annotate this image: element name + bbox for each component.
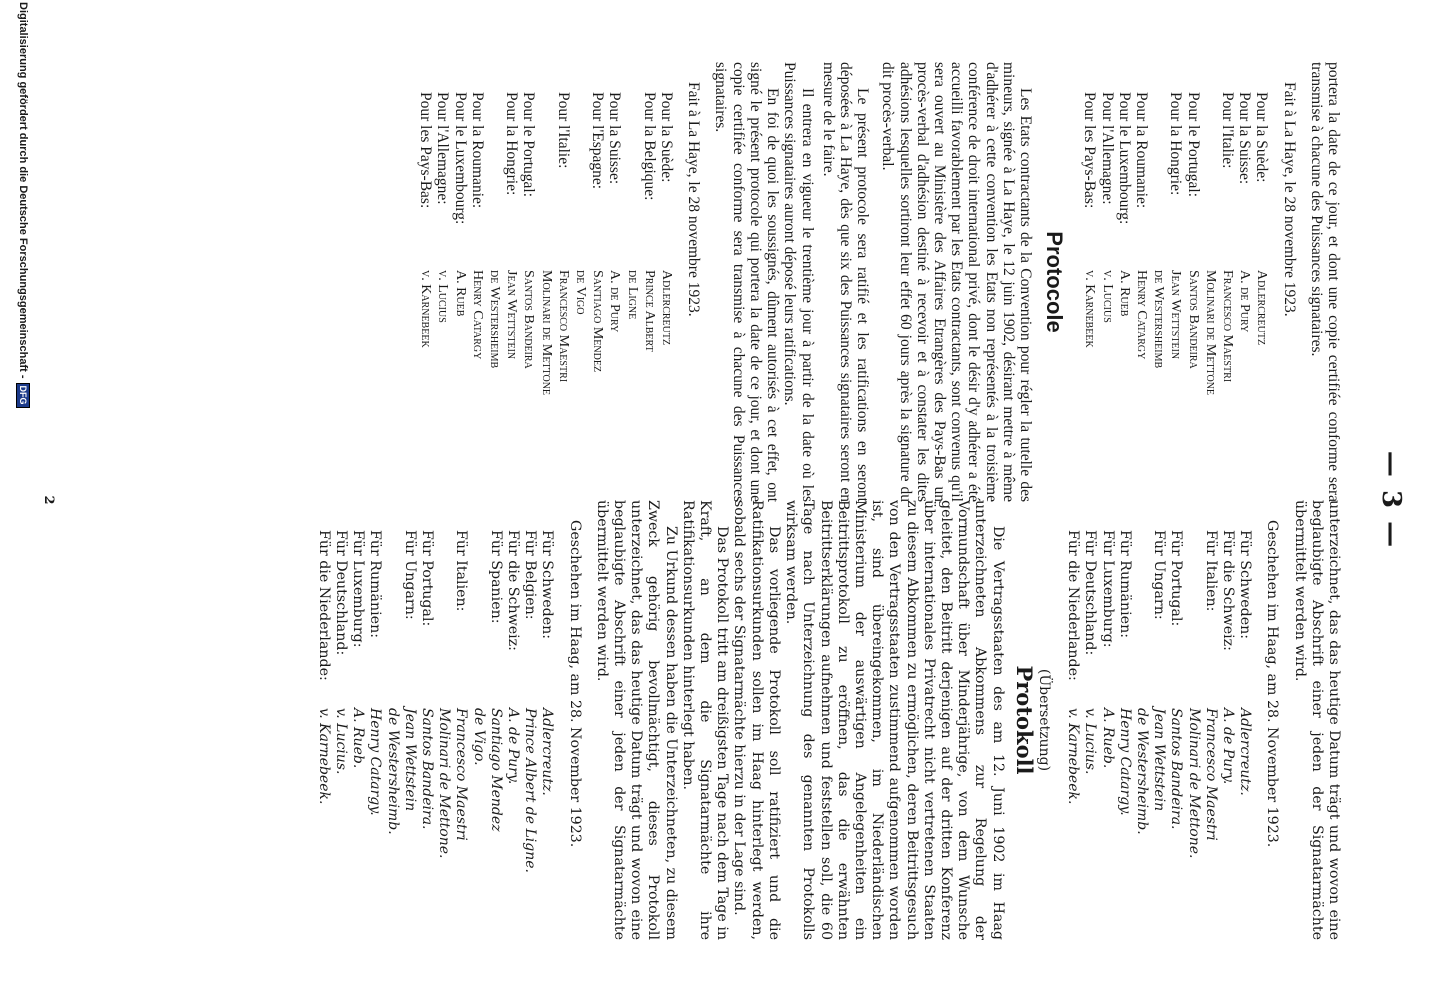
signature-name: v. Karnebeek. bbox=[1065, 708, 1082, 805]
signature-country: Für Schweden: bbox=[539, 530, 556, 640]
german-opening-paragraph: unterzeichnet, das das heutige Datum trägt und wovon eine beglaubigte Abschrift einer jeden der Signatarmächte übermittelt werden wird. bbox=[1291, 500, 1342, 940]
signature-name: Santiago Mendez bbox=[487, 708, 504, 832]
signature-name: Santos Bandeira. bbox=[419, 708, 436, 830]
signature-country: Für Portugal: bbox=[1168, 530, 1185, 627]
signature-country: Für Rumänien: bbox=[367, 530, 384, 638]
protokoll-paragraph-3: Das Protokoll tritt am dreißigsten Tage nach dem Tage in Kraft, an dem die Signatarmächte ihre Ratifikationsurkunden hinterlegt haben. bbox=[679, 500, 731, 940]
signature-row bbox=[538, 530, 555, 930]
signature-row bbox=[487, 530, 504, 930]
signature-row bbox=[332, 530, 349, 930]
dfg-logo-icon: DFG bbox=[16, 383, 30, 408]
signature-country: Pour les Pays-Bas: bbox=[1081, 92, 1099, 209]
signature-row bbox=[1184, 530, 1201, 930]
signature-name: Santos Bandeira bbox=[521, 270, 537, 369]
signature-row bbox=[641, 92, 658, 492]
signature-row bbox=[1236, 92, 1253, 492]
signature-name: Francesco Maestri bbox=[453, 708, 470, 841]
signature-row bbox=[418, 530, 435, 930]
signature-name: Prince Albert de Ligne. bbox=[522, 708, 539, 873]
signature-row bbox=[537, 92, 554, 492]
signature-row bbox=[1116, 530, 1133, 930]
signature-name: v. Karnebeek. bbox=[315, 708, 332, 805]
signature-row bbox=[435, 530, 452, 930]
signature-name: Henry Catargy bbox=[1133, 270, 1149, 360]
signature-country: Für Luxemburg: bbox=[350, 530, 367, 648]
signature-name: A. Rueb. bbox=[350, 708, 367, 769]
footer-text: Digitalisierung gefördert durch die Deutsche Forschungsgemeinschaft - bbox=[17, 2, 29, 379]
signature-row bbox=[1202, 92, 1219, 492]
signature-country: Für Italien: bbox=[453, 530, 470, 612]
signature-row bbox=[520, 92, 537, 492]
signature-name: de Ligne bbox=[624, 270, 640, 320]
french-signatures-2 bbox=[417, 92, 675, 492]
signature-country: Für Schweden: bbox=[1237, 530, 1254, 640]
signature-row bbox=[1184, 92, 1201, 492]
signature-row bbox=[503, 92, 520, 492]
signature-country: Für die Schweiz: bbox=[1219, 530, 1236, 651]
signature-row bbox=[469, 92, 486, 492]
signature-country: Für Spanien: bbox=[487, 530, 504, 624]
signature-country bbox=[1133, 530, 1150, 708]
signature-row bbox=[1081, 92, 1098, 492]
signature-name: A. Rueb bbox=[452, 270, 468, 317]
protokoll-paragraph-1: Die Vertragsstaaten des am 12. Juni 1902 im Haag unterzeichneten Abkommens zur Regelung der Vormundschaft über Minderjährige, von dem Wunsche geleitet, den Beitritt derjenigen auf der dritten Konferenz über internationales Privatrecht nicht vertretenen Staaten zu diesem Abkommen zu ermöglichen, deren Beitrittsgesuch von den Vertragsstaaten zustimmend aufgenommen worden ist, sind übereingekommen, im Niederländischen Ministerium der auswärtigen Angelegenheiten ein Beitrittsprotokoll zu eröffnen, das die erwähnten Beitrittserklärungen aufnehmen und feststellen soll, die 60 Tage nach Unterzeichnung des genannten Protokolls wirksam werden. bbox=[783, 500, 1006, 940]
signature-name: A. de Pury bbox=[1237, 270, 1253, 333]
signature-name: A. de Pury. bbox=[505, 708, 522, 785]
signature-row bbox=[606, 92, 623, 492]
signature-row bbox=[572, 92, 589, 492]
signature-name: v. Lucius. bbox=[333, 708, 350, 775]
protokoll-paragraph-4: Zu Urkund dessen haben die Unterzeichneten, zu diesem Zweck gehörig bevollmächtigt, dieses Protokoll unterzeichnet, das das heutige Datum trägt und wovon eine beglaubigte Abschrift einer jeden der Signatarmächte übermittelt werden wird. bbox=[593, 500, 679, 940]
signature-country: Für Portugal: bbox=[419, 530, 436, 627]
signature-row bbox=[1098, 530, 1115, 930]
signature-country bbox=[469, 530, 486, 708]
signature-name: Francesco Maestri bbox=[1202, 708, 1219, 841]
signature-row bbox=[658, 92, 675, 492]
signature-country: Pour le Luxembourg: bbox=[451, 92, 469, 225]
signature-name: v. Lucius bbox=[1099, 270, 1115, 323]
signature-name: v. Lucius bbox=[435, 270, 451, 323]
signature-row bbox=[589, 92, 606, 492]
signature-country: Pour la Roumanie: bbox=[468, 92, 486, 209]
signature-row bbox=[451, 92, 468, 492]
signature-row bbox=[1150, 92, 1167, 492]
signature-country: Pour l'Italie: bbox=[1218, 92, 1236, 169]
signature-country: Pour la Suisse: bbox=[1236, 92, 1254, 185]
signature-country: Pour la Hongrie: bbox=[503, 92, 521, 196]
signature-country: Für die Niederlande: bbox=[1065, 530, 1082, 681]
signature-name: Adlercreutz. bbox=[1237, 708, 1254, 796]
signature-country bbox=[435, 530, 452, 708]
signature-row bbox=[1236, 530, 1253, 930]
signature-country: Für Deutschland: bbox=[333, 530, 350, 656]
signature-name: Molinari de Mettone. bbox=[1185, 708, 1202, 859]
signature-country: Für die Schweiz: bbox=[505, 530, 522, 651]
page-number: 2 bbox=[41, 495, 56, 505]
protocole-title: Protocole bbox=[1042, 231, 1068, 333]
signature-row bbox=[469, 530, 486, 930]
signature-country: Pour la Roumanie: bbox=[1132, 92, 1150, 209]
signature-name: Henry Catargy. bbox=[1116, 708, 1133, 816]
signature-name: de Westersheimb bbox=[487, 270, 503, 369]
signature-name: A. Rueb. bbox=[1099, 708, 1116, 769]
signature-country: Für Italien: bbox=[1202, 530, 1219, 612]
signature-country: Pour l'Italie: bbox=[554, 92, 572, 169]
signature-name: Molinari de Mettone. bbox=[436, 708, 453, 859]
protocole-paragraph-3: Il entrera en vigueur le trentième jour à partir de la date où les Puissances signataires auront déposé leurs ratifications. bbox=[781, 62, 816, 502]
signature-row bbox=[504, 530, 521, 930]
signature-name: v. Karnebeek bbox=[418, 270, 434, 348]
signature-name: Molinari de Mettone bbox=[1202, 270, 1218, 396]
signature-row bbox=[401, 530, 418, 930]
signature-name: de Westersheimb. bbox=[384, 708, 401, 835]
signature-row bbox=[521, 530, 538, 930]
signature-country: Pour le Luxembourg: bbox=[1115, 92, 1133, 225]
signature-country: Pour la Suède: bbox=[658, 92, 676, 183]
signature-name: A. de Pury. bbox=[1219, 708, 1236, 785]
signature-name: Henry Catargy. bbox=[367, 708, 384, 816]
signature-country: Pour le Portugal: bbox=[520, 92, 538, 198]
signature-row bbox=[1202, 530, 1219, 930]
german-date-2: Geschehen im Haag, am 28. November 1923. bbox=[566, 520, 583, 848]
signature-row bbox=[1167, 530, 1184, 930]
signature-country bbox=[1202, 92, 1219, 270]
german-column bbox=[315, 500, 1342, 940]
signature-name: Adlercreutz bbox=[1254, 270, 1270, 346]
signature-country: Pour la Hongrie: bbox=[1167, 92, 1185, 196]
protokoll-title: Protokoll bbox=[1011, 665, 1037, 775]
signature-country: Für Belgien: bbox=[522, 530, 539, 620]
signature-row bbox=[434, 92, 451, 492]
signature-country: Für Ungarn: bbox=[401, 530, 418, 620]
signature-row bbox=[1219, 92, 1236, 492]
french-column bbox=[417, 62, 1342, 502]
signature-name: Francesco Maestri bbox=[555, 270, 571, 383]
signature-row bbox=[1133, 92, 1150, 492]
signature-row bbox=[1133, 530, 1150, 930]
signature-country bbox=[486, 92, 503, 270]
signature-country: Pour les Pays-Bas: bbox=[417, 92, 435, 209]
signature-country bbox=[1150, 92, 1167, 270]
signature-country: Für Luxemburg: bbox=[1099, 530, 1116, 648]
signature-name: de Westersheimb. bbox=[1133, 708, 1150, 835]
signature-name: A. Rueb bbox=[1116, 270, 1132, 317]
signature-name: de Vigo bbox=[573, 270, 589, 315]
german-date-1: Geschehen im Haag, am 28. November 1923. bbox=[1264, 520, 1281, 848]
signature-name: Jean Wettstein bbox=[1168, 270, 1184, 360]
signature-country: Für die Niederlande: bbox=[315, 530, 332, 681]
signature-name: de Westersheimb bbox=[1151, 270, 1167, 369]
signature-country: Pour le Portugal: bbox=[1184, 92, 1202, 198]
signature-country bbox=[383, 530, 400, 708]
signature-name: Jean Wettstein bbox=[401, 708, 418, 812]
signature-row bbox=[349, 530, 366, 930]
german-signatures-1 bbox=[1064, 530, 1253, 930]
signature-row bbox=[486, 92, 503, 492]
signature-name: v. Lucius. bbox=[1082, 708, 1099, 775]
french-signatures-1 bbox=[1081, 92, 1270, 492]
signature-row bbox=[315, 530, 332, 930]
signature-row bbox=[1167, 92, 1184, 492]
signature-country: Pour la Suède: bbox=[1253, 92, 1271, 183]
protocole-paragraph-2: Le présent protocole sera ratifié et les ratifications en seront déposées à La Haye, dès que six des Puissances signataires seront en mesure de le faire. bbox=[819, 62, 872, 502]
german-signatures-2 bbox=[315, 530, 556, 930]
signature-row bbox=[452, 530, 469, 930]
signature-row bbox=[1150, 530, 1167, 930]
signature-country: Für Ungarn: bbox=[1151, 530, 1168, 620]
signature-name: Santos Bandeira. bbox=[1168, 708, 1185, 830]
signature-name: Jean Wettstein bbox=[1151, 708, 1168, 812]
signature-country: Pour la Suisse: bbox=[606, 92, 624, 185]
signature-row bbox=[555, 92, 572, 492]
digitization-footer bbox=[16, 0, 30, 1002]
signature-name: Adlercreutz bbox=[659, 270, 675, 346]
signature-row bbox=[623, 92, 640, 492]
signature-row bbox=[383, 530, 400, 930]
signature-name: Molinari de Mettone bbox=[538, 270, 554, 396]
signature-row bbox=[417, 92, 434, 492]
protocole-paragraph-1: Les Etats contractants de la Convention pour régler la tutelle des mineurs, signée à La Haye, le 12 juin 1902, désirant mettre à même d'adhérer à cette convention les Etats non représentés à la troisième conférence de droit international privé, dont le désir d'y adhérer a été accueilli favorablement par les Etats contractants, sont convenus qu'il sera ouvert au Ministère des Affaires Etrangères des Pays-Bas un procès-verbal d'adhésion destiné à recevoir et à constater les dites adhésions lesquelles sortiront leur effet 60 jours après la signature du dit procès-verbal. bbox=[879, 62, 1034, 502]
signature-country: Für Deutschland: bbox=[1082, 530, 1099, 656]
signature-country: Pour l'Espagne: bbox=[589, 92, 607, 190]
signature-row bbox=[1064, 530, 1081, 930]
signature-country: Pour la Belgique: bbox=[640, 92, 658, 201]
signature-row bbox=[1219, 530, 1236, 930]
signature-name: Santiago Mendez bbox=[590, 270, 606, 373]
signature-country bbox=[623, 92, 640, 270]
french-date-1: Fait à La Haye, le 28 novembre 1923. bbox=[1280, 82, 1298, 317]
french-date-2: Fait à La Haye, le 28 novembre 1923. bbox=[685, 82, 703, 317]
signature-country bbox=[537, 92, 554, 270]
french-opening-paragraph: portera la date de ce jour, et dont une copie certifiée conforme sera transmise à chacune des Puissances signataires. bbox=[1307, 62, 1342, 502]
page-header-number: — 3 — bbox=[1376, 450, 1406, 550]
signature-country: Pour l'Allemagne: bbox=[434, 92, 452, 205]
signature-row bbox=[1081, 530, 1098, 930]
signature-row bbox=[1116, 92, 1133, 492]
signature-name: Francesco Maestri bbox=[1219, 270, 1235, 383]
uebersetzung-note: (Übersetzung) bbox=[1035, 668, 1052, 772]
protokoll-paragraph-2: Das vorliegende Protokoll soll ratifiziert und die Ratifikationsurkunden sollen im Haag hinterlegt werden, sobald sechs der Signatarmächte hierzu in der Lage sind. bbox=[731, 500, 782, 940]
signature-row bbox=[1253, 92, 1270, 492]
signature-name: v. Karnebeek bbox=[1082, 270, 1098, 348]
signature-country bbox=[1184, 530, 1201, 708]
signature-name: Adlercreutz. bbox=[539, 708, 556, 796]
signature-name: Henry Catargy bbox=[469, 270, 485, 360]
signature-country bbox=[572, 92, 589, 270]
signature-name: Jean Wettstein bbox=[504, 270, 520, 360]
signature-name: de Vigo. bbox=[470, 708, 487, 766]
signature-row bbox=[1098, 92, 1115, 492]
signature-name: Prince Albert bbox=[641, 270, 657, 352]
signature-name: A. de Pury bbox=[607, 270, 623, 333]
protocole-paragraph-4: En foi de quoi les soussignés, dûment autorisés à cet effet, ont signé le présent protocole qui portera la date de ce jour, et dont une copie certifiée conforme sera transmise à chacune des Puissances signataires. bbox=[712, 62, 782, 502]
signature-country: Pour l'Allemagne: bbox=[1098, 92, 1116, 205]
signature-row bbox=[366, 530, 383, 930]
signature-country: Für Rumänien: bbox=[1116, 530, 1133, 638]
signature-name: Santos Bandeira bbox=[1185, 270, 1201, 369]
